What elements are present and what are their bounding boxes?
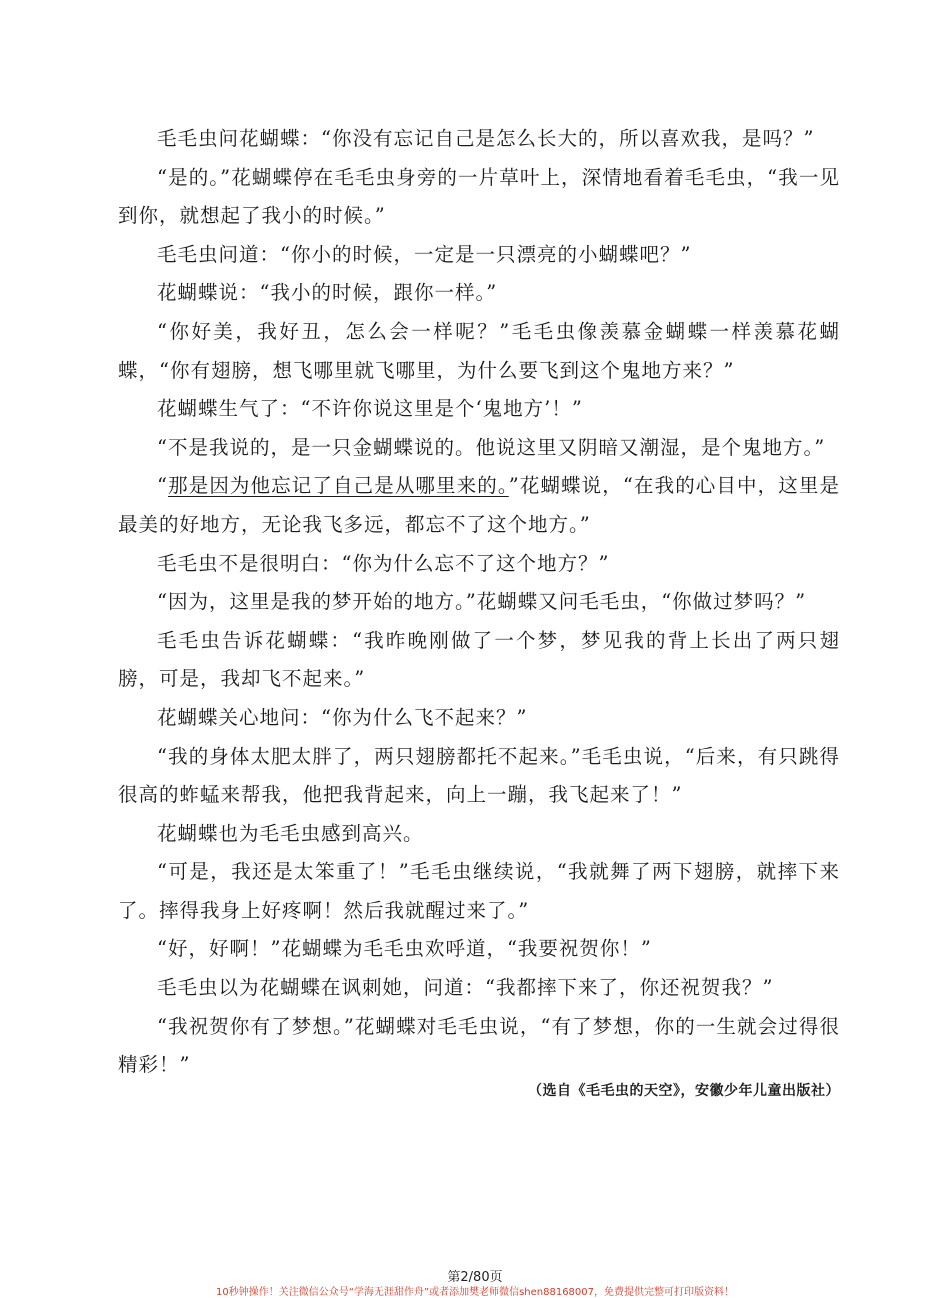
source-citation: （选自《毛毛虫的天空》，安徽少年儿童出版社） bbox=[528, 1083, 840, 1099]
paragraph-13: “我的身体太肥太胖了，两只翅膀都托不起来。”毛毛虫说，“后来，有只跳得很高的蚱蜢来帮我，他把我背起来，向上一蹦，我飞起来了！” bbox=[118, 744, 840, 807]
paragraph-15: “可是，我还是太笨重了！”毛毛虫继续说，“我就舞了两下翅膀，就摔下来了。摔得我身上好疼啊！然后我就醒过来了。” bbox=[118, 860, 840, 922]
paragraph-8-lead: “ bbox=[157, 474, 168, 498]
paragraph-8 bbox=[118, 467, 840, 544]
paragraph-18: “我祝贺你有了梦想。”花蝴蝶对毛毛虫说，“有了梦想，你的一生就会过得很精彩！” bbox=[118, 1014, 840, 1077]
paragraph-4: 花蝴蝶说：“我小的时候，跟你一样。” bbox=[157, 281, 498, 305]
paragraph-11: 毛毛虫告诉花蝴蝶：“我昨晚刚做了一个梦，梦见我的背上长出了两只翅膀，可是，我却飞不起来。” bbox=[118, 628, 840, 691]
underlined-sentence: 那是因为他忘记了自己是从哪里来的。 bbox=[167, 474, 509, 498]
paragraph-12: 花蝴蝶关心地问：“你为什么飞不起来？” bbox=[157, 705, 528, 729]
paragraph-10: “因为，这里是我的梦开始的地方。”花蝴蝶又问毛毛虫，“你做过梦吗？” bbox=[157, 590, 807, 614]
story-body bbox=[118, 120, 840, 1085]
page-number: 第2/80页 bbox=[447, 1270, 503, 1285]
paragraph-2: “是的。”花蝴蝶停在毛毛虫身旁的一片草叶上，深情地看着毛毛虫，“我一见到你，就想起了我小的时候。” bbox=[118, 165, 840, 228]
paragraph-14: 花蝴蝶也为毛毛虫感到高兴。 bbox=[157, 821, 424, 845]
paragraph-9: 毛毛虫不是很明白：“你为什么忘不了这个地方？” bbox=[157, 551, 610, 575]
paragraph-17: 毛毛虫以为花蝴蝶在讽刺她，问道：“我都摔下来了，你还祝贺我？” bbox=[157, 976, 774, 1000]
paragraph-16: “好，好啊！”花蝴蝶为毛毛虫欢呼道，“我要祝贺你！” bbox=[157, 937, 652, 961]
paragraph-5: “你好美，我好丑，怎么会一样呢？”毛毛虫像羡慕金蝴蝶一样羡慕花蝴蝶，“你有翅膀，想飞哪里就飞哪里，为什么要飞到这个鬼地方来？” bbox=[118, 319, 840, 382]
paragraph-1: 毛毛虫问花蝴蝶：“你没有忘记自己是怎么长大的，所以喜欢我，是吗？” bbox=[157, 127, 815, 150]
paragraph-8-rest: ”花蝴蝶说，“在我的心目中，这里是最美的好地方，无论我飞多远，都忘不了这个地方。” bbox=[118, 474, 840, 536]
paragraph-6: 花蝴蝶生气了：“不许你说这里是个‘鬼地方’！” bbox=[157, 397, 583, 421]
promo-footer: 10秒钟操作！关注微信公众号“学海无涯甜作舟”或者添加樊老师微信shen88168007，免费提供完整可打印版资料！ bbox=[215, 1287, 735, 1298]
paragraph-3: 毛毛虫问道：“你小的时候，一定是一只漂亮的小蝴蝶吧？” bbox=[157, 242, 692, 266]
paragraph-7: “不是我说的，是一只金蝴蝶说的。他说这里又阴暗又潮湿，是个鬼地方。” bbox=[157, 435, 826, 459]
